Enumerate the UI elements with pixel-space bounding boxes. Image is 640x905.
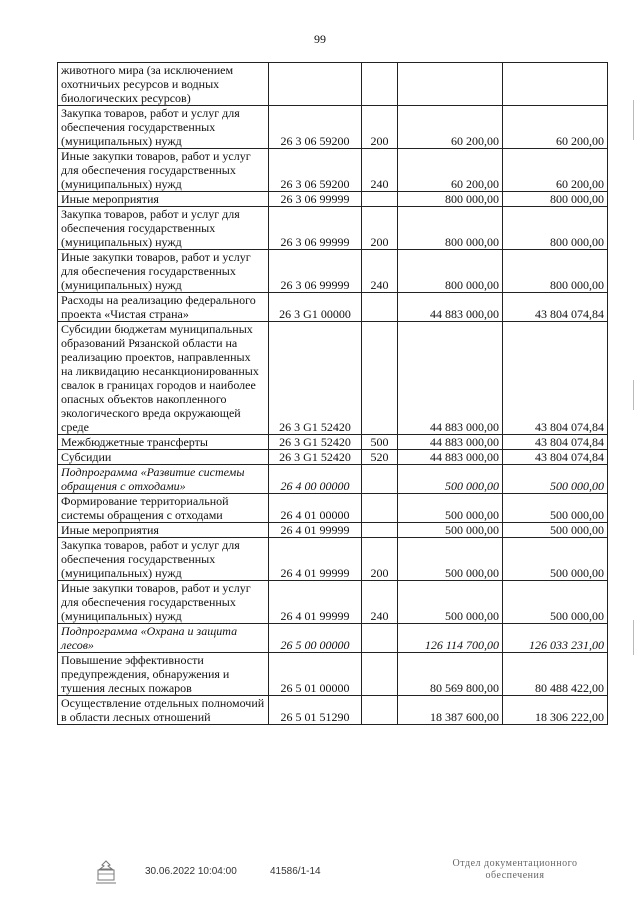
row-name-cell: Расходы на реализацию федерального проекта «Чистая страна» bbox=[58, 293, 269, 322]
row-name-cell: Иные закупки товаров, работ и услуг для обеспечения государственных (муниципальных) нужд bbox=[58, 250, 269, 293]
row-amount-approved-cell: 126 114 700,00 bbox=[398, 624, 503, 653]
table-row bbox=[58, 435, 608, 450]
row-name-cell: Подпрограмма «Охрана и защита лесов» bbox=[58, 624, 269, 653]
row-amount-executed-cell: 800 000,00 bbox=[503, 250, 608, 293]
footer-datetime: 30.06.2022 10:04:00 bbox=[145, 866, 237, 877]
row-code-cell: 26 5 01 00000 bbox=[269, 653, 362, 696]
row-name-cell: Закупка товаров, работ и услуг для обеспечения государственных (муниципальных) нужд bbox=[58, 106, 269, 149]
coat-of-arms-icon bbox=[93, 860, 119, 886]
row-code-cell: 26 4 00 00000 bbox=[269, 465, 362, 494]
row-amount-approved-cell: 18 387 600,00 bbox=[398, 696, 503, 725]
row-amount-executed-cell: 60 200,00 bbox=[503, 149, 608, 192]
row-name-cell: Субсидии бюджетам муниципальных образований Рязанской области на реализацию проектов, направленных на ликвидацию несанкционированных свалок в границах городов и наиболее опасных объектов накопленного экологического вреда окружающей среде bbox=[58, 322, 269, 435]
row-amount-approved-cell: 500 000,00 bbox=[398, 523, 503, 538]
row-expense-type-cell bbox=[362, 192, 398, 207]
row-code-cell: 26 5 01 51290 bbox=[269, 696, 362, 725]
row-code-cell: 26 3 G1 52420 bbox=[269, 322, 362, 435]
table-row bbox=[58, 465, 608, 494]
row-code-cell: 26 4 01 99999 bbox=[269, 581, 362, 624]
table-row bbox=[58, 207, 608, 250]
row-expense-type-cell: 240 bbox=[362, 149, 398, 192]
row-expense-type-cell: 240 bbox=[362, 581, 398, 624]
row-expense-type-cell: 200 bbox=[362, 538, 398, 581]
row-name-cell: Повышение эффективности предупреждения, обнаружения и тушения лесных пожаров bbox=[58, 653, 269, 696]
row-code-cell: 26 3 G1 52420 bbox=[269, 435, 362, 450]
row-amount-approved-cell: 800 000,00 bbox=[398, 192, 503, 207]
row-expense-type-cell: 240 bbox=[362, 250, 398, 293]
row-expense-type-cell: 200 bbox=[362, 207, 398, 250]
page-number: 99 bbox=[314, 32, 326, 46]
row-name-cell: Иные мероприятия bbox=[58, 523, 269, 538]
row-amount-executed-cell: 43 804 074,84 bbox=[503, 293, 608, 322]
row-amount-approved-cell: 500 000,00 bbox=[398, 494, 503, 523]
row-code-cell: 26 4 01 99999 bbox=[269, 523, 362, 538]
table-row bbox=[58, 293, 608, 322]
row-name-cell: Закупка товаров, работ и услуг для обеспечения государственных (муниципальных) нужд bbox=[58, 538, 269, 581]
table-row bbox=[58, 523, 608, 538]
table-row bbox=[58, 581, 608, 624]
row-amount-executed-cell: 60 200,00 bbox=[503, 106, 608, 149]
row-amount-approved-cell: 60 200,00 bbox=[398, 106, 503, 149]
row-code-cell: 26 3 06 99999 bbox=[269, 250, 362, 293]
row-amount-executed-cell: 800 000,00 bbox=[503, 192, 608, 207]
row-code-cell: 26 3 G1 00000 bbox=[269, 293, 362, 322]
footer-stamp: Отдел документационного обеспечения bbox=[452, 858, 578, 881]
row-name-cell: Осуществление отдельных полномочий в области лесных отношений bbox=[58, 696, 269, 725]
row-name-cell: Иные закупки товаров, работ и услуг для обеспечения государственных (муниципальных) нужд bbox=[58, 149, 269, 192]
row-name-cell: Подпрограмма «Развитие системы обращения с отходами» bbox=[58, 465, 269, 494]
scan-edge-mark bbox=[633, 380, 634, 410]
row-amount-approved-cell: 44 883 000,00 bbox=[398, 322, 503, 435]
row-amount-approved-cell: 44 883 000,00 bbox=[398, 435, 503, 450]
row-name-cell: Межбюджетные трансферты bbox=[58, 435, 269, 450]
row-expense-type-cell: 200 bbox=[362, 106, 398, 149]
page-footer bbox=[0, 858, 640, 898]
row-amount-executed-cell: 500 000,00 bbox=[503, 494, 608, 523]
row-amount-executed-cell: 500 000,00 bbox=[503, 465, 608, 494]
row-amount-executed-cell: 18 306 222,00 bbox=[503, 696, 608, 725]
row-amount-approved-cell: 800 000,00 bbox=[398, 250, 503, 293]
row-expense-type-cell bbox=[362, 63, 398, 106]
row-code-cell: 26 4 01 99999 bbox=[269, 538, 362, 581]
table-row bbox=[58, 250, 608, 293]
budget-table-body bbox=[58, 63, 608, 725]
table-row bbox=[58, 653, 608, 696]
row-expense-type-cell bbox=[362, 523, 398, 538]
row-amount-executed-cell: 126 033 231,00 bbox=[503, 624, 608, 653]
row-expense-type-cell bbox=[362, 322, 398, 435]
row-code-cell: 26 3 06 59200 bbox=[269, 149, 362, 192]
row-expense-type-cell: 520 bbox=[362, 450, 398, 465]
row-amount-approved-cell bbox=[398, 63, 503, 106]
row-amount-executed-cell: 500 000,00 bbox=[503, 581, 608, 624]
row-amount-executed-cell: 500 000,00 bbox=[503, 523, 608, 538]
row-amount-approved-cell: 800 000,00 bbox=[398, 207, 503, 250]
row-amount-approved-cell: 44 883 000,00 bbox=[398, 450, 503, 465]
scan-edge-mark bbox=[633, 620, 634, 655]
row-expense-type-cell bbox=[362, 293, 398, 322]
row-amount-executed-cell: 43 804 074,84 bbox=[503, 322, 608, 435]
row-amount-approved-cell: 500 000,00 bbox=[398, 538, 503, 581]
table-row bbox=[58, 696, 608, 725]
table-row bbox=[58, 538, 608, 581]
budget-table bbox=[57, 62, 608, 725]
table-row bbox=[58, 322, 608, 435]
row-expense-type-cell bbox=[362, 653, 398, 696]
table-row bbox=[58, 450, 608, 465]
row-name-cell: Формирование территориальной системы обращения с отходами bbox=[58, 494, 269, 523]
table-row bbox=[58, 192, 608, 207]
row-name-cell: Субсидии bbox=[58, 450, 269, 465]
table-row bbox=[58, 63, 608, 106]
row-name-cell: Закупка товаров, работ и услуг для обеспечения государственных (муниципальных) нужд bbox=[58, 207, 269, 250]
table-row bbox=[58, 624, 608, 653]
footer-document-id: 41586/1-14 bbox=[270, 866, 321, 877]
scan-edge-mark bbox=[633, 100, 634, 140]
row-amount-approved-cell: 44 883 000,00 bbox=[398, 293, 503, 322]
row-amount-executed-cell: 500 000,00 bbox=[503, 538, 608, 581]
row-amount-approved-cell: 500 000,00 bbox=[398, 581, 503, 624]
table-row bbox=[58, 106, 608, 149]
row-name-cell: Иные мероприятия bbox=[58, 192, 269, 207]
row-expense-type-cell bbox=[362, 624, 398, 653]
row-amount-approved-cell: 60 200,00 bbox=[398, 149, 503, 192]
row-code-cell: 26 5 00 00000 bbox=[269, 624, 362, 653]
table-row bbox=[58, 149, 608, 192]
row-code-cell: 26 3 G1 52420 bbox=[269, 450, 362, 465]
row-name-cell: Иные закупки товаров, работ и услуг для обеспечения государственных (муниципальных) нужд bbox=[58, 581, 269, 624]
row-amount-executed-cell: 43 804 074,84 bbox=[503, 450, 608, 465]
row-name-cell: животного мира (за исключением охотничьих ресурсов и водных биологических ресурсов) bbox=[58, 63, 269, 106]
row-amount-executed-cell: 80 488 422,00 bbox=[503, 653, 608, 696]
row-expense-type-cell bbox=[362, 465, 398, 494]
row-expense-type-cell bbox=[362, 696, 398, 725]
row-code-cell bbox=[269, 63, 362, 106]
row-amount-executed-cell: 800 000,00 bbox=[503, 207, 608, 250]
row-code-cell: 26 3 06 99999 bbox=[269, 207, 362, 250]
row-amount-approved-cell: 80 569 800,00 bbox=[398, 653, 503, 696]
row-amount-approved-cell: 500 000,00 bbox=[398, 465, 503, 494]
row-expense-type-cell: 500 bbox=[362, 435, 398, 450]
table-row bbox=[58, 494, 608, 523]
row-expense-type-cell bbox=[362, 494, 398, 523]
row-amount-executed-cell bbox=[503, 63, 608, 106]
row-code-cell: 26 4 01 00000 bbox=[269, 494, 362, 523]
row-code-cell: 26 3 06 99999 bbox=[269, 192, 362, 207]
row-code-cell: 26 3 06 59200 bbox=[269, 106, 362, 149]
row-amount-executed-cell: 43 804 074,84 bbox=[503, 435, 608, 450]
